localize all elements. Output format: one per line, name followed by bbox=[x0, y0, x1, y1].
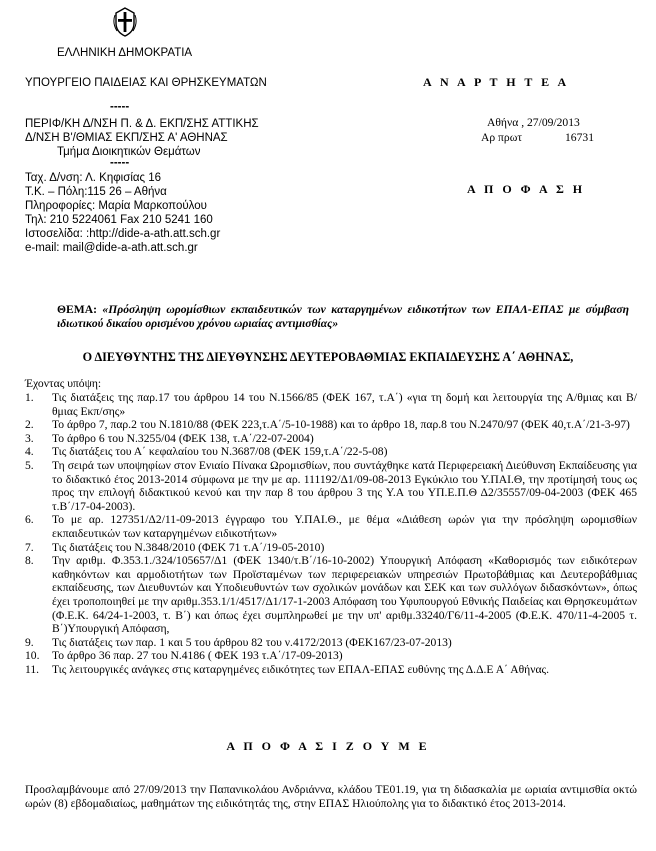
separator-dashes: ----- bbox=[110, 101, 130, 113]
considerations-list bbox=[25, 391, 637, 676]
item-number: 8. bbox=[25, 554, 34, 568]
protocol-number: 16731 bbox=[565, 131, 594, 144]
item-number: 2. bbox=[25, 418, 34, 432]
item-text: Τις διατάξεις της παρ.17 του άρθρου 14 του Ν.1566/85 (ΦΕΚ 167, τ.Α΄) «για τη δομή και λειτουργία της Α/θμιας και Β/θμιας Εκπ/σης» bbox=[52, 391, 637, 418]
list-item bbox=[25, 541, 637, 555]
item-text: Τις λειτουργικές ανάγκες στις καταργημένες ειδικότητες των ΕΠΑΛ-ΕΠΑΣ ευθύνης της Δ.Δ.Ε Α΄ Αθήνας. bbox=[52, 662, 550, 676]
considering-label: Έχοντας υπόψη: bbox=[25, 377, 102, 390]
email-line[interactable]: e-mail: mail@dide-a-ath.att.sch.gr bbox=[25, 242, 198, 254]
item-text: Τις διατάξεις του Ν.3848/2010 (ΦΕΚ 71 τ.Α΄/19-05-2010) bbox=[52, 540, 325, 554]
list-item bbox=[25, 513, 637, 540]
item-number: 10. bbox=[25, 649, 40, 663]
item-number: 3. bbox=[25, 431, 34, 445]
item-text: Τις διατάξεις των παρ. 1 και 5 του άρθρου 82 του ν.4172/2013 (ΦΕΚ167/23-07-2013) bbox=[52, 635, 452, 649]
list-item bbox=[25, 663, 637, 677]
we-decide-heading: Α Π Ο Φ Α Σ Ι Ζ Ο Υ Μ Ε bbox=[226, 739, 430, 753]
list-item bbox=[25, 432, 637, 446]
director-heading: Ο ΔΙΕΥΘΥΝΤΗΣ ΤΗΣ ΔΙΕΥΘΥΝΣΗΣ ΔΕΥΤΕΡΟΒΑΘΜΙΑΣ ΕΚΠΑΙΔΕΥΣΗΣ Α΄ ΑΘΗΝΑΣ, bbox=[82, 350, 574, 364]
website-line[interactable]: Ιστοσελίδα: :http://dide-a-ath.att.sch.gr bbox=[25, 228, 221, 240]
item-text: Την αριθμ. Φ.353.1./324/105657/Δ1 (ΦΕΚ 1340/τ.Β΄/16-10-2002) Υπουργική Απόφαση «Καθορισμός των ειδικότερων καθηκόντων και αρμοδιοτήτων των Προϊσταμένων των περιφερειακών υπηρεσιών Πρωτοβάθμιας και Δευτεροβάθμιας εκπαίδευσης, των Διευθυντών και Υποδιευθυντών των σχολικών μονάδων και ΣΕΚ και των συλλόγων διδασκόντων», όπως έχει τροποποιηθεί με την αριθμ.353.1/1/4517/Δ1/17-1-2003 Απόφαση του Υφυπουργού Εθνικής Παιδείας και Θρησκευμάτων (Φ.Ε.Κ. 64/24-1-2003, τ. Β΄) και όπως έχει συμπληρωθεί με την υπ' αριθμ.33240/Γ6/11-4-2005 (Φ.Ε.Κ. 470/11-4-2005 τ. Β΄)Υπουργική Απόφαση, bbox=[52, 554, 637, 636]
subject-paragraph bbox=[57, 303, 629, 331]
department-line-3: Τμήμα Διοικητικών Θεμάτων bbox=[57, 146, 201, 158]
list-item bbox=[25, 649, 637, 663]
item-text: Το άρθρο 7, παρ.2 του Ν.1810/88 (ΦΕΚ 223,τ.Α΄/5-10-1988) και το άρθρο 18, παρ.8 του Ν.2470/97 (ΦΕΚ 40,τ.Α΄/21-3-97) bbox=[52, 418, 630, 432]
document-date: Αθήνα , 27/09/2013 bbox=[487, 116, 580, 129]
item-number: 5. bbox=[25, 458, 34, 472]
list-item bbox=[25, 418, 637, 432]
department-line-2: Δ/ΝΣΗ Β'/ΘΜΙΑΣ ΕΚΠ/ΣΗΣ Α' ΑΘΗΝΑΣ bbox=[25, 132, 228, 144]
list-item bbox=[25, 391, 637, 418]
item-text: Το άρθρο 36 παρ. 27 του Ν.4186 ( ΦΕΚ 193 τ.Α΄/17-09-2013) bbox=[52, 649, 343, 663]
item-text: Το με αρ. 127351/Δ2/11-09-2013 έγγραφο του Υ.ΠΑΙ.Θ., με θέμα «Διάθεση ωρών για την πρόσληψη ωρομισθίων εκπαιδευτικών των καταργημένων ειδικοτήτων» bbox=[52, 513, 637, 540]
greek-emblem-icon bbox=[113, 7, 137, 37]
address-line: Ταχ. Δ/νση: Λ. Κηφισίας 16 bbox=[25, 172, 162, 184]
info-line: Πληροφορίες: Μαρία Μαρκοπούλου bbox=[25, 200, 207, 212]
separator-dashes: ----- bbox=[110, 157, 130, 169]
item-text: Τις διατάξεις του Α΄ κεφαλαίου του Ν.3687/08 (ΦΕΚ 159,τ.Α΄/22-5-08) bbox=[52, 445, 388, 459]
item-text: Το άρθρο 6 του Ν.3255/04 (ΦΕΚ 138, τ.Α΄/22-07-2004) bbox=[52, 431, 314, 445]
decision-paragraph: Προσλαμβάνουμε από 27/09/2013 την Παπανικολάου Ανδριάννα, κλάδου ΤΕ01.19, για τη διδασκαλία με ωριαία αντιμισθία οκτώ ωρών (8) εβδομαδιαίως, μαθημάτων της ειδικότητάς της, στην ΕΠΑΣ Ηλιούπολης για το διδακτικό έτος 2013-2014. bbox=[25, 783, 637, 810]
list-item bbox=[25, 636, 637, 650]
subject-text: «Πρόσληψη ωρομίσθιων εκπαιδευτικών των καταργημένων ειδικοτήτων των ΕΠΑΛ-ΕΠΑΣ με σύμβαση ιδιωτικού δικαίου ορισμένου χρόνου ωριαίας αντιμισθίας» bbox=[57, 303, 629, 330]
list-item bbox=[25, 445, 637, 459]
decision-heading: Α Π Ο Φ Α Σ Η bbox=[467, 182, 586, 196]
item-number: 1. bbox=[25, 391, 34, 404]
posted-heading: Α Ν Α Ρ Τ Η Τ Ε Α bbox=[423, 75, 570, 89]
item-text: Τη σειρά των υποψηφίων στον Ενιαίο Πίνακα Ωρομισθίων, που συντάχθηκε κατά Περιφερειακή Διεύθυνση Εκπαίδευσης για το διδακτικό έτος 2013-2014 σύμφωνα με την με αρ. 111192/Δ1/09-08-2013 Εγκύκλιο του Υ.ΠΑΙ.Θ, την προτίμησή τους ως προς την επιλογή διδακτικού κενού και την παρ 8 του άρθρου 3 της Υ.Α του ΥΠ.Ε.Π.Θ Δ2/35557/09-04-2003 (ΦΕΚ 465 τ.Β΄/17-04-2003). bbox=[52, 458, 637, 513]
item-number: 7. bbox=[25, 540, 34, 554]
list-item bbox=[25, 459, 637, 513]
department-line-1: ΠΕΡΙΦ/ΚΗ Δ/ΝΣΗ Π. & Δ. ΕΚΠ/ΣΗΣ ΑΤΤΙΚΗΣ bbox=[25, 118, 259, 130]
republic-title: ΕΛΛΗΝΙΚΗ ΔΗΜΟΚΡΑΤΙΑ bbox=[57, 47, 193, 59]
phone-line: Τηλ: 210 5224061 Fax 210 5241 160 bbox=[25, 214, 213, 226]
item-number: 4. bbox=[25, 445, 34, 459]
item-number: 9. bbox=[25, 635, 34, 649]
subject-label: ΘΕΜΑ: bbox=[57, 303, 97, 316]
list-item bbox=[25, 554, 637, 636]
item-number: 6. bbox=[25, 513, 34, 527]
protocol-label: Αρ πρωτ bbox=[481, 131, 522, 144]
postal-line: Τ.Κ. – Πόλη:115 26 – Αθήνα bbox=[25, 186, 167, 198]
ministry-title: ΥΠΟΥΡΓΕΙΟ ΠΑΙΔΕΙΑΣ ΚΑΙ ΘΡΗΣΚΕΥΜΑΤΩΝ bbox=[25, 77, 267, 89]
item-number: 11. bbox=[25, 662, 40, 676]
